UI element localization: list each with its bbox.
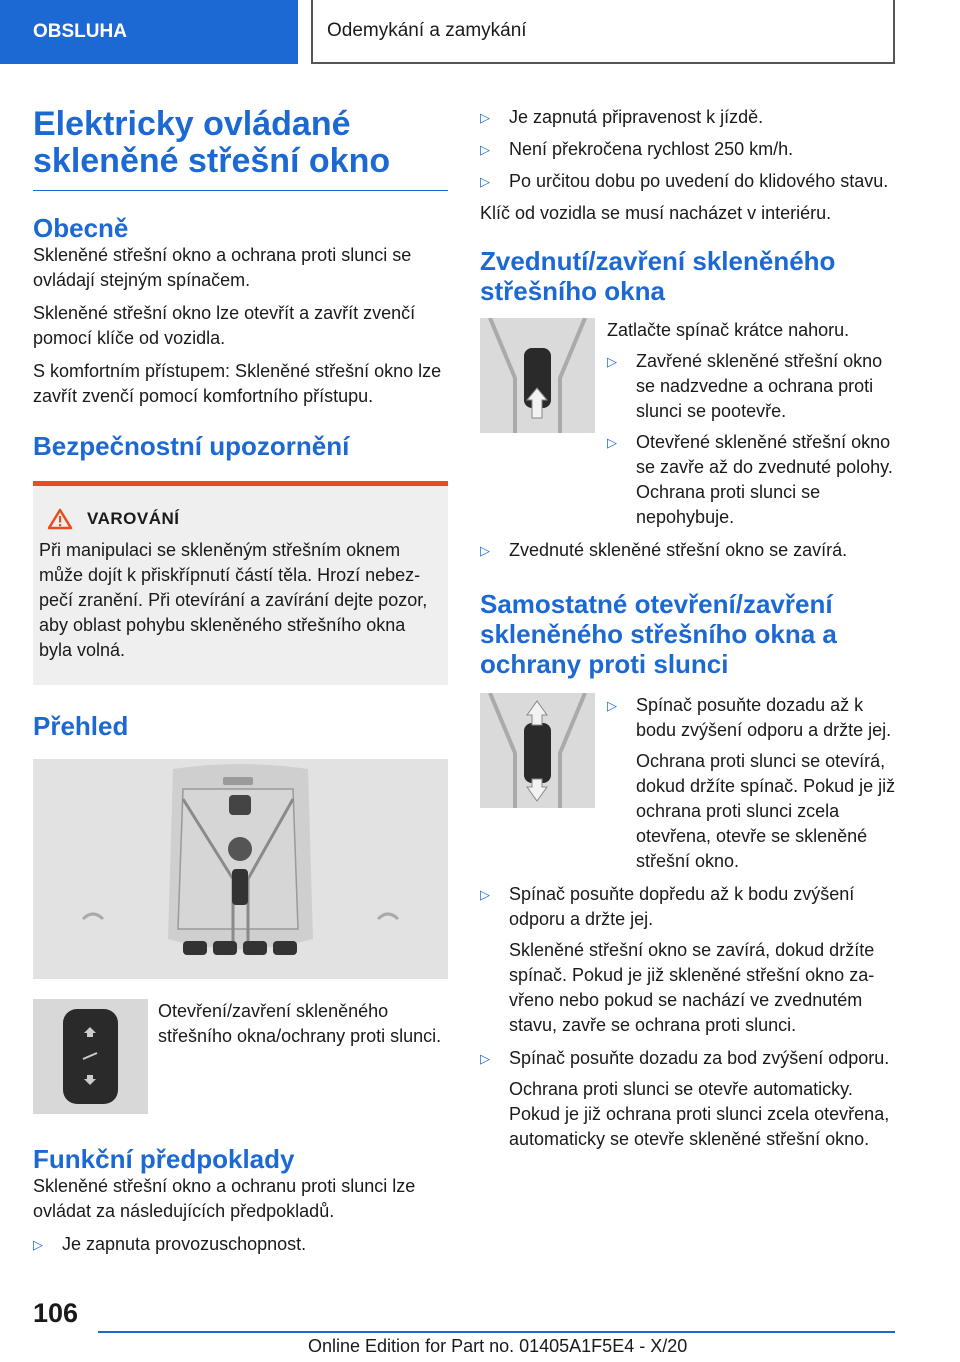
general-p1: Skleněné střešní okno a ochrana proti slunci se ovládají stejným spínačem. xyxy=(33,245,412,290)
bullet-text: Spínač posuňte dozadu za bod zvýšení odporu. xyxy=(509,1048,890,1068)
separate-text xyxy=(607,693,900,874)
bullet-marker-icon: ▷ xyxy=(480,110,490,125)
bullet-marker-icon: ▷ xyxy=(480,174,490,189)
page-title: Elektricky ovládané skleněné střešní okno xyxy=(33,106,448,191)
raise-section xyxy=(480,318,900,530)
headliner-illustration xyxy=(33,759,448,979)
switch-illustration xyxy=(33,999,148,1114)
chapter-label: Odemykání a zamykání xyxy=(327,20,527,41)
prereq-heading: Funkční předpoklady xyxy=(33,1144,295,1174)
bullet-marker-icon: ▷ xyxy=(480,142,490,157)
headliner-overview-image xyxy=(33,759,448,979)
bullet-marker-icon: ▷ xyxy=(480,887,490,902)
safety-heading: Bezpečnostní upozornění xyxy=(33,431,350,461)
raise-intro: Zatlačte spínač krátce nahoru. xyxy=(607,320,850,340)
left-column xyxy=(33,100,448,1257)
separate-bullet-1 xyxy=(607,693,900,743)
switch-closeup-image xyxy=(33,999,148,1114)
separate-bullet-2 xyxy=(480,882,900,932)
chapter-tab xyxy=(311,0,895,64)
bullet-text: Je zapnuta provozuschopnost. xyxy=(62,1234,307,1254)
bullet-marker-icon: ▷ xyxy=(33,1237,43,1252)
overview-detail xyxy=(33,999,448,1114)
edition-label: Online Edition for Part no. 01405A1F5E4 - X/20 xyxy=(308,1336,688,1356)
separate-bullet-2-detail: Skleněné střešní okno se zavírá, dokud držíte spínač. Pokud je již skleněné střešní okno zavřeno nebo pokud se nachází ve zvednutém stavu, zavře se ochrana proti slunci. xyxy=(509,940,875,1035)
prereq-bullet-2 xyxy=(480,105,900,130)
bullet-text: Spínač posuňte dozadu až k bodu zvýšení odporu a držte jej. xyxy=(636,695,892,740)
raise-bullet-3 xyxy=(480,538,900,563)
prereq-text: Skleněné střešní okno a ochranu proti slunci lze ovládat za následujících předpokladů. xyxy=(33,1176,416,1221)
bullet-text: Otevřené skleněné střešní okno se zavře až do zvednuté polohy. Ochrana proti slunci se nepohybuje. xyxy=(636,432,893,527)
right-column xyxy=(480,105,900,1152)
general-p2: Skleněné střešní okno lze otevřít a zavřít zvenčí pomocí klíče od vozidla. xyxy=(33,303,416,348)
switch-slide-image xyxy=(480,693,595,808)
bullet-text: Zavřené skleněné střešní okno se nadzvedne a ochrana proti slunci se pootevře. xyxy=(636,351,883,421)
general-p3: S komfortním přístupem: Skleněné střešní okno lze zavřít zvenčí pomocí komfortního přístupu. xyxy=(33,361,442,406)
separate-bullet-3-detail: Ochrana proti slunci se otevře automaticky. Pokud je již ochrana proti slunci zcela otevřena, automaticky se otevře skleněné střešní okno. xyxy=(509,1079,890,1149)
raise-bullet-1 xyxy=(607,349,900,424)
raise-bullet-2 xyxy=(607,430,900,530)
section-label: OBSLUHA xyxy=(33,21,127,42)
bullet-marker-icon: ▷ xyxy=(607,698,617,713)
switch-up-illustration xyxy=(480,318,595,433)
separate-bullet-3 xyxy=(480,1046,900,1071)
bullet-marker-icon: ▷ xyxy=(480,543,490,558)
prereq-bullet-4 xyxy=(480,169,900,194)
raise-heading: Zvednutí/zavření skleněného střešního okna xyxy=(480,246,836,306)
switch-push-up-image xyxy=(480,318,595,433)
prereq-bullet-3 xyxy=(480,137,900,162)
warning-triangle-icon xyxy=(47,508,73,530)
bullet-marker-icon: ▷ xyxy=(607,354,617,369)
bullet-text: Po určitou dobu po uvedení do klidového stavu. xyxy=(509,171,889,191)
section-tab xyxy=(0,0,298,64)
bullet-text: Spínač posuňte dopředu až k bodu zvýšení odporu a držte jej. xyxy=(509,884,855,929)
raise-text xyxy=(607,318,900,530)
overview-caption: Otevření/zavření skleněného střešního okna/ochrany proti slunci. xyxy=(158,1001,442,1046)
separate-bullet-1-detail: Ochrana proti slunci se otevírá, dokud držíte spínač. Pokud je již ochrana proti slunci zcela otevřena, otevře se skleněné střešní okno. xyxy=(636,751,896,871)
separate-section xyxy=(480,693,900,874)
bullet-marker-icon: ▷ xyxy=(480,1051,490,1066)
key-note: Klíč od vozidla se musí nacházet v interiéru. xyxy=(480,203,832,223)
bullet-text: Je zapnutá připravenost k jízdě. xyxy=(509,107,764,127)
bullet-marker-icon: ▷ xyxy=(607,435,617,450)
warning-text: Při manipulaci se skleněným střešním oknem může dojít k přiskřípnutí částí těla. Hrozí nebezpečí zranění. Při otevírání a zavírání dejte pozor, aby oblast pohybu skleněného střešního okna byla volná. xyxy=(39,540,428,660)
footer-rule xyxy=(98,1331,895,1333)
bullet-text: Není překročena rychlost 250 km/h. xyxy=(509,139,794,159)
switch-slide-illustration xyxy=(480,693,595,808)
overview-heading: Přehled xyxy=(33,711,129,741)
separate-heading: Samostatné otevření/zavření skleněného střešního okna a ochrany proti slunci xyxy=(480,589,837,679)
general-heading: Obecně xyxy=(33,213,129,243)
page-number: 106 xyxy=(33,1298,79,1328)
warning-title: VAROVÁNÍ xyxy=(87,509,180,528)
warning-box xyxy=(33,481,448,685)
prereq-bullet-1 xyxy=(33,1232,448,1257)
warning-header xyxy=(39,508,436,530)
bullet-text: Zvednuté skleněné střešní okno se zavírá. xyxy=(509,540,848,560)
